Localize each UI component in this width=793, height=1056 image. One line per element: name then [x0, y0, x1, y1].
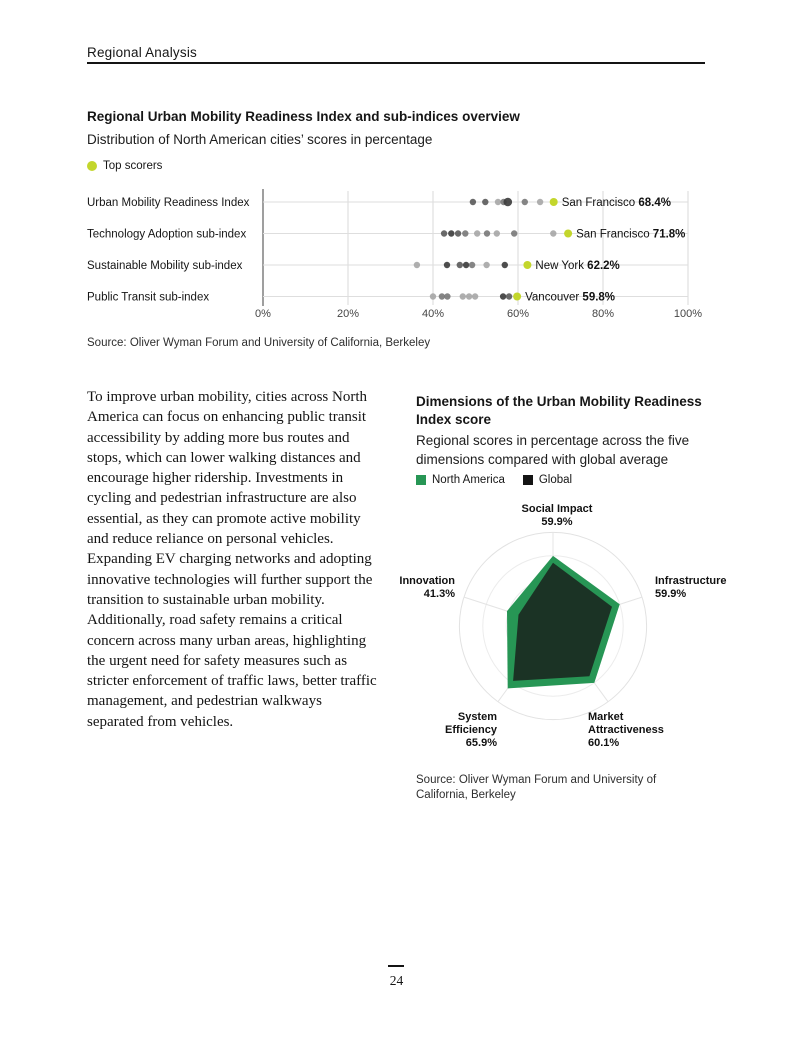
city-score-dot	[484, 230, 490, 236]
dot-plot-chart	[87, 184, 705, 320]
radar-title: Dimensions of the Urban Mobility Readiness Index score	[416, 394, 702, 427]
city-score-dot	[474, 230, 480, 236]
north-america-legend-label: North America	[432, 474, 505, 486]
city-score-dot	[472, 293, 478, 299]
radar-source: Source: Oliver Wyman Forum and University of California, Berkeley	[416, 774, 657, 801]
row-label: Sustainable Mobility sub-index	[87, 260, 243, 272]
city-score-dot	[457, 262, 463, 268]
radar-subtitle: Regional scores in percentage across the five dimensions compared with global average	[416, 433, 690, 467]
city-score-dot	[439, 293, 445, 299]
radar-axis-value: 59.9%	[541, 516, 573, 528]
row-label: Urban Mobility Readiness Index	[87, 197, 250, 209]
city-score-dot	[444, 293, 450, 299]
city-score-dot	[470, 199, 476, 205]
city-score-dot	[506, 293, 512, 299]
radar-chart	[399, 496, 727, 768]
radar-axis-value: 60.1%	[588, 737, 620, 749]
city-score-dot	[444, 262, 450, 268]
x-axis-tick-label: 40%	[421, 308, 445, 320]
city-score-dot	[502, 262, 508, 268]
city-score-dot	[550, 230, 556, 236]
city-score-dot	[522, 199, 528, 205]
city-score-dot	[430, 293, 436, 299]
legend-item-global	[523, 474, 572, 486]
header-rule	[87, 62, 705, 64]
city-score-dot	[463, 262, 469, 268]
page-number: 24	[389, 973, 404, 988]
top-scorer-label: Vancouver 59.8%	[525, 291, 616, 304]
city-score-dot	[460, 293, 466, 299]
top-scorers-legend-label: Top scorers	[103, 160, 163, 172]
radar-axis-value: 59.9%	[655, 588, 687, 600]
city-score-dot	[482, 199, 488, 205]
city-score-dot	[462, 230, 468, 236]
top-scorer-label: San Francisco 68.4%	[561, 197, 672, 209]
city-score-dot	[504, 198, 513, 207]
city-score-dot	[448, 230, 454, 236]
city-score-dot	[441, 230, 447, 236]
city-score-dot	[414, 262, 420, 268]
radar-axis-label: Market Attractiveness 60.1%	[588, 711, 664, 749]
top-scorer-dot	[523, 261, 531, 269]
x-axis-tick-label: 0%	[255, 308, 271, 320]
row-label: Technology Adoption sub-index	[87, 228, 247, 241]
city-score-dot	[494, 230, 500, 236]
top-scorer-dot	[550, 198, 558, 206]
city-score-dot	[483, 262, 489, 268]
city-score-dot	[469, 262, 475, 268]
top-scorer-label: San Francisco 71.8%	[576, 228, 686, 241]
radar-axis-value: 41.3%	[423, 588, 455, 600]
global-swatch-icon	[523, 475, 533, 485]
x-axis-tick-label: 60%	[506, 308, 530, 320]
dot-plot-title: Regional Urban Mobility Readiness Index and sub-indices overview	[87, 109, 520, 124]
x-axis-tick-label: 80%	[591, 308, 615, 320]
radar-legend	[416, 474, 584, 486]
row-label: Public Transit sub-index	[87, 291, 210, 304]
north-america-swatch-icon	[416, 475, 426, 485]
radar-axis-label: Social Impact 59.9%	[521, 503, 593, 528]
legend-item-north-america	[416, 474, 505, 486]
radar-axis-value: 65.9%	[465, 737, 497, 749]
radar-axis-label: System Efficiency 65.9%	[445, 711, 497, 749]
radar-axis-label: Infrastructure 59.9%	[655, 575, 727, 600]
city-score-dot	[537, 199, 543, 205]
top-scorers-swatch-icon	[87, 161, 97, 171]
city-score-dot	[466, 293, 472, 299]
x-axis-tick-label: 100%	[673, 308, 703, 320]
dot-plot-legend	[87, 160, 162, 172]
page-header-title: Regional Analysis	[87, 45, 197, 60]
body-paragraph: To improve urban mobility, cities across North America can focus on enhancing public transit accessibility by adding more bus routes and stops, which can lower walking distances and encourage higher ridership. Investments in cycling and pedestrian infrastructure are also essential, as they can promote active mobility and reduce reliance on personal vehicles. Expanding EV charging networks and adopting innovative technologies will further support the transition to sustainable urban mobility. Additionally, road safety remains a critical concern across many urban areas, highlighting the urgent need for safety measures such as stricter enforcement of traffic laws, better traffic management, and pedestrian walkways separated from vehicles.	[87, 389, 377, 730]
radar-axis-label: Innovation 41.3%	[399, 575, 455, 600]
city-score-dot	[500, 293, 506, 299]
city-score-dot	[511, 230, 517, 236]
top-scorer-label: New York 62.2%	[535, 260, 620, 272]
dot-plot-source: Source: Oliver Wyman Forum and University of California, Berkeley	[87, 337, 431, 349]
city-score-dot	[455, 230, 461, 236]
global-legend-label: Global	[538, 474, 573, 486]
footer-rule	[388, 965, 404, 967]
top-scorer-dot	[513, 293, 521, 301]
x-axis-tick-label: 20%	[336, 308, 360, 320]
dot-plot-subtitle: Distribution of North American cities’ scores in percentage	[87, 132, 433, 147]
top-scorer-dot	[564, 230, 572, 238]
city-score-dot	[495, 199, 501, 205]
